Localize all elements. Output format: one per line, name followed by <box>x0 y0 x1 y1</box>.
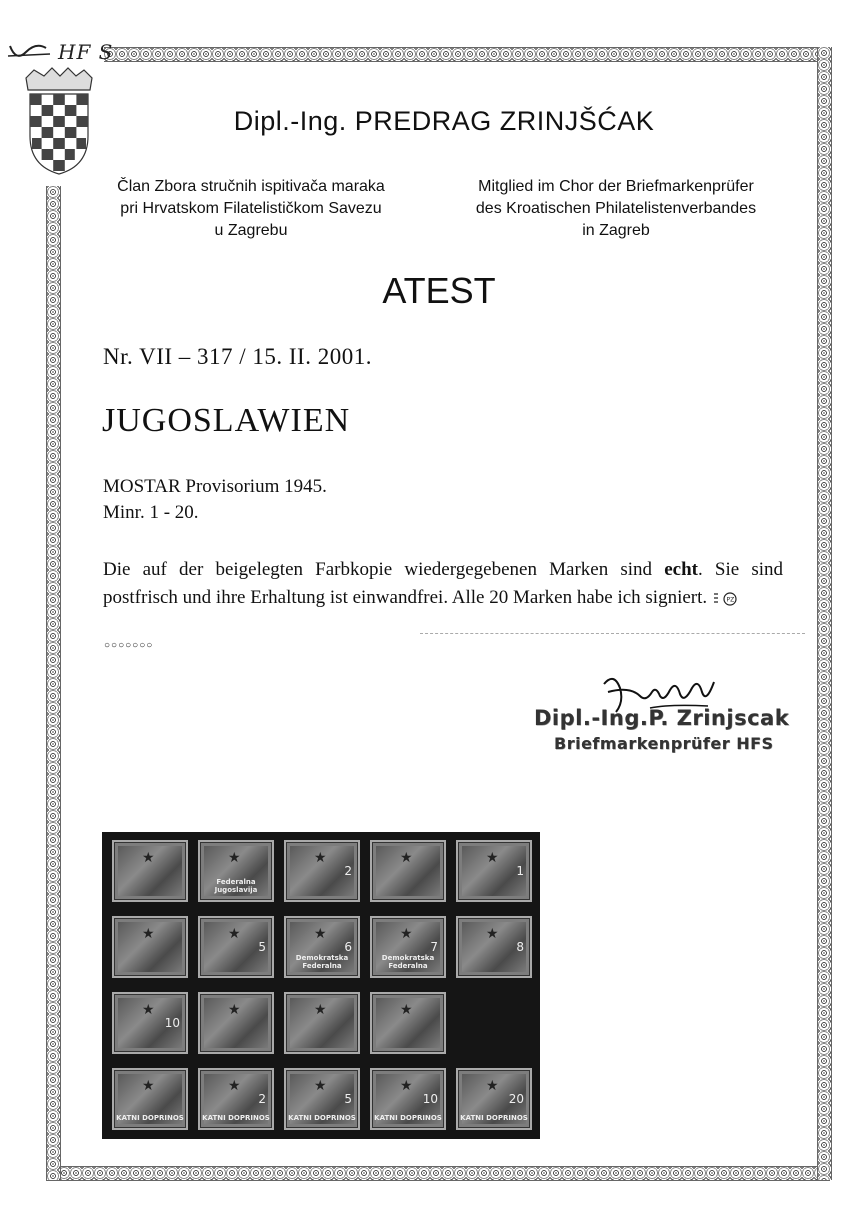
stamp-value: 2 <box>258 1092 266 1106</box>
affiliation-german <box>446 176 786 242</box>
decorative-dots: ○○○○○○○ <box>104 640 154 651</box>
postage-stamp <box>456 1068 532 1130</box>
statement-bold-word: echt <box>664 559 698 580</box>
handwritten-mark <box>6 40 113 64</box>
star-icon: ★ <box>142 927 155 942</box>
star-icon: ★ <box>314 927 327 942</box>
stamp-overprint: Demokratska Federalna <box>295 954 349 970</box>
star-icon: ★ <box>486 1079 499 1094</box>
postage-stamp <box>284 1068 360 1130</box>
stamp-overprint: KATNI DOPRINOS <box>288 1114 356 1122</box>
postage-stamp <box>370 1068 446 1130</box>
country-heading: JUGOSLAWIEN <box>102 402 351 439</box>
star-icon: ★ <box>314 1003 327 1018</box>
stamp-overprint: KATNI DOPRINOS <box>460 1114 528 1122</box>
postage-stamp <box>198 992 274 1054</box>
postage-stamp <box>112 840 188 902</box>
ornamental-border-top <box>104 47 830 62</box>
statement-text: Die auf der beigelegten Farbkopie wiedergegebenen Marken sind <box>103 559 665 580</box>
stamp-value: 5 <box>258 940 266 954</box>
examiner-stamp <box>534 706 789 753</box>
stamp-value: 2 <box>344 864 352 878</box>
star-icon: ★ <box>314 1079 327 1094</box>
stamp-overprint: KATNI DOPRINOS <box>374 1114 442 1122</box>
stamp-value: 5 <box>344 1092 352 1106</box>
star-icon: ★ <box>228 851 241 866</box>
star-icon: ★ <box>228 1003 241 1018</box>
stamp-value: 20 <box>508 1092 524 1106</box>
issue-line: MOSTAR Provisorium 1945. <box>103 476 327 497</box>
issue-description <box>103 474 327 526</box>
stamp-value: 6 <box>344 940 352 954</box>
handwritten-mark-text: HF S <box>58 40 114 64</box>
stamp-value: 7 <box>430 940 438 954</box>
postage-stamp <box>284 992 360 1054</box>
star-icon: ★ <box>142 1079 155 1094</box>
postage-stamp <box>370 992 446 1054</box>
stamps-color-copy <box>102 832 540 1139</box>
postage-stamp <box>284 916 360 978</box>
postage-stamp <box>284 840 360 902</box>
affiliation-croatian-line: pri Hrvatskom Filatelističkom Savezu <box>120 200 382 217</box>
stamp-value: 1 <box>516 864 524 878</box>
affiliation-german-line: Mitglied im Chor der Briefmarkenprüfer <box>478 178 754 195</box>
star-icon: ★ <box>400 851 413 866</box>
postage-stamp <box>456 916 532 978</box>
star-icon: ★ <box>400 1079 413 1094</box>
certificate-title: ATEST <box>382 270 496 311</box>
stamp-value: 8 <box>516 940 524 954</box>
stamp-overprint: Demokratska Federalna <box>381 954 435 970</box>
stamp-overprint: KATNI DOPRINOS <box>202 1114 270 1122</box>
ornamental-border-right <box>817 47 832 1180</box>
postage-stamp <box>112 992 188 1054</box>
star-icon: ★ <box>228 927 241 942</box>
postage-stamp <box>456 840 532 902</box>
postage-stamp <box>112 1068 188 1130</box>
postage-stamp <box>198 1068 274 1130</box>
examiner-name: Dipl.-Ing. PREDRAG ZRINJŠĆAK <box>233 106 655 136</box>
star-icon: ★ <box>142 851 155 866</box>
postage-stamp <box>198 916 274 978</box>
stamp-overprint: KATNI DOPRINOS <box>116 1114 184 1122</box>
affiliation-german-line: des Kroatischen Philatelistenverbandes <box>475 200 757 217</box>
postage-stamp <box>370 840 446 902</box>
affiliation-croatian <box>86 176 416 242</box>
ornamental-border-bottom <box>46 1166 830 1181</box>
ornamental-border-left <box>46 186 61 1180</box>
stamp-value: 10 <box>164 1016 180 1030</box>
examiner-sign-mark-icon <box>712 591 740 607</box>
certificate-number: Nr. VII – 317 / 15. II. 2001. <box>103 344 372 369</box>
star-icon: ★ <box>400 1003 413 1018</box>
postage-stamp <box>112 916 188 978</box>
svg-text:PZ: PZ <box>726 596 735 604</box>
star-icon: ★ <box>486 927 499 942</box>
star-icon: ★ <box>400 927 413 942</box>
stamp-overprint: Federalna Jugoslavija <box>214 878 258 894</box>
postage-stamp <box>370 916 446 978</box>
stamp-name: Dipl.-Ing.P. Zrinjscak <box>534 706 790 730</box>
affiliation-croatian-line: Član Zbora stručnih ispitivača maraka <box>117 178 385 195</box>
handwritten-scribble-icon <box>6 40 52 64</box>
affiliation-german-line: in Zagreb <box>582 222 650 239</box>
stamp-title: Briefmarkenprüfer HFS <box>554 734 774 753</box>
star-icon: ★ <box>486 851 499 866</box>
star-icon: ★ <box>142 1003 155 1018</box>
star-icon: ★ <box>314 851 327 866</box>
certificate-statement <box>103 556 783 612</box>
statement-text: . Sie sind postfrisch und ihre Erhaltung ist einwandfrei. Alle 20 Marken habe ich signiert. <box>103 559 784 608</box>
star-icon: ★ <box>228 1079 241 1094</box>
catalogue-numbers: Minr. 1 - 20. <box>103 502 199 523</box>
stamp-value: 10 <box>422 1092 438 1106</box>
faint-divider <box>420 633 805 635</box>
affiliation-croatian-line: u Zagrebu <box>214 222 288 239</box>
postage-stamp <box>198 840 274 902</box>
